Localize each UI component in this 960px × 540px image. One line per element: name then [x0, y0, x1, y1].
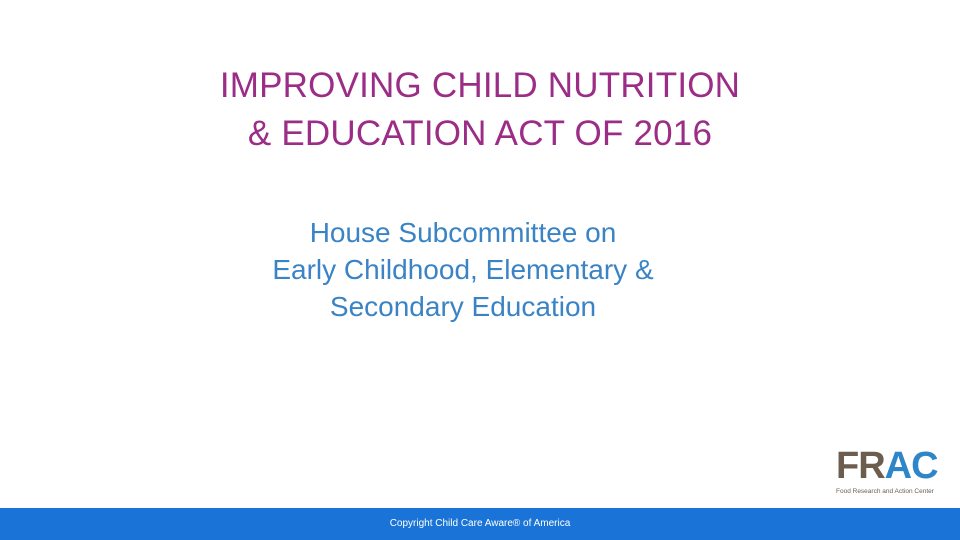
footer-copyright: Copyright Child Care Aware® of America	[389, 518, 571, 529]
frac-logo-tagline: Food Research and Action Center	[836, 488, 934, 495]
slide-subtitle-line-3: Secondary Education	[329, 291, 597, 322]
slide-title-line-1: IMPROVING CHILD NUTRITION	[219, 66, 741, 105]
footer-bar	[0, 508, 960, 540]
slide-subtitle-line-1: House Subcommittee on	[309, 217, 617, 248]
slide-title-line-2: & EDUCATION ACT OF 2016	[247, 114, 713, 153]
slide-subtitle	[190, 214, 736, 325]
slide-title	[180, 62, 780, 158]
slide-subtitle-line-2: Early Childhood, Elementary &	[272, 254, 654, 285]
frac-logo-letters-fr: FR	[836, 445, 885, 487]
frac-logo-letters-ac: AC	[884, 445, 938, 487]
frac-logo	[836, 446, 946, 500]
frac-logo-wordmark	[836, 446, 946, 486]
